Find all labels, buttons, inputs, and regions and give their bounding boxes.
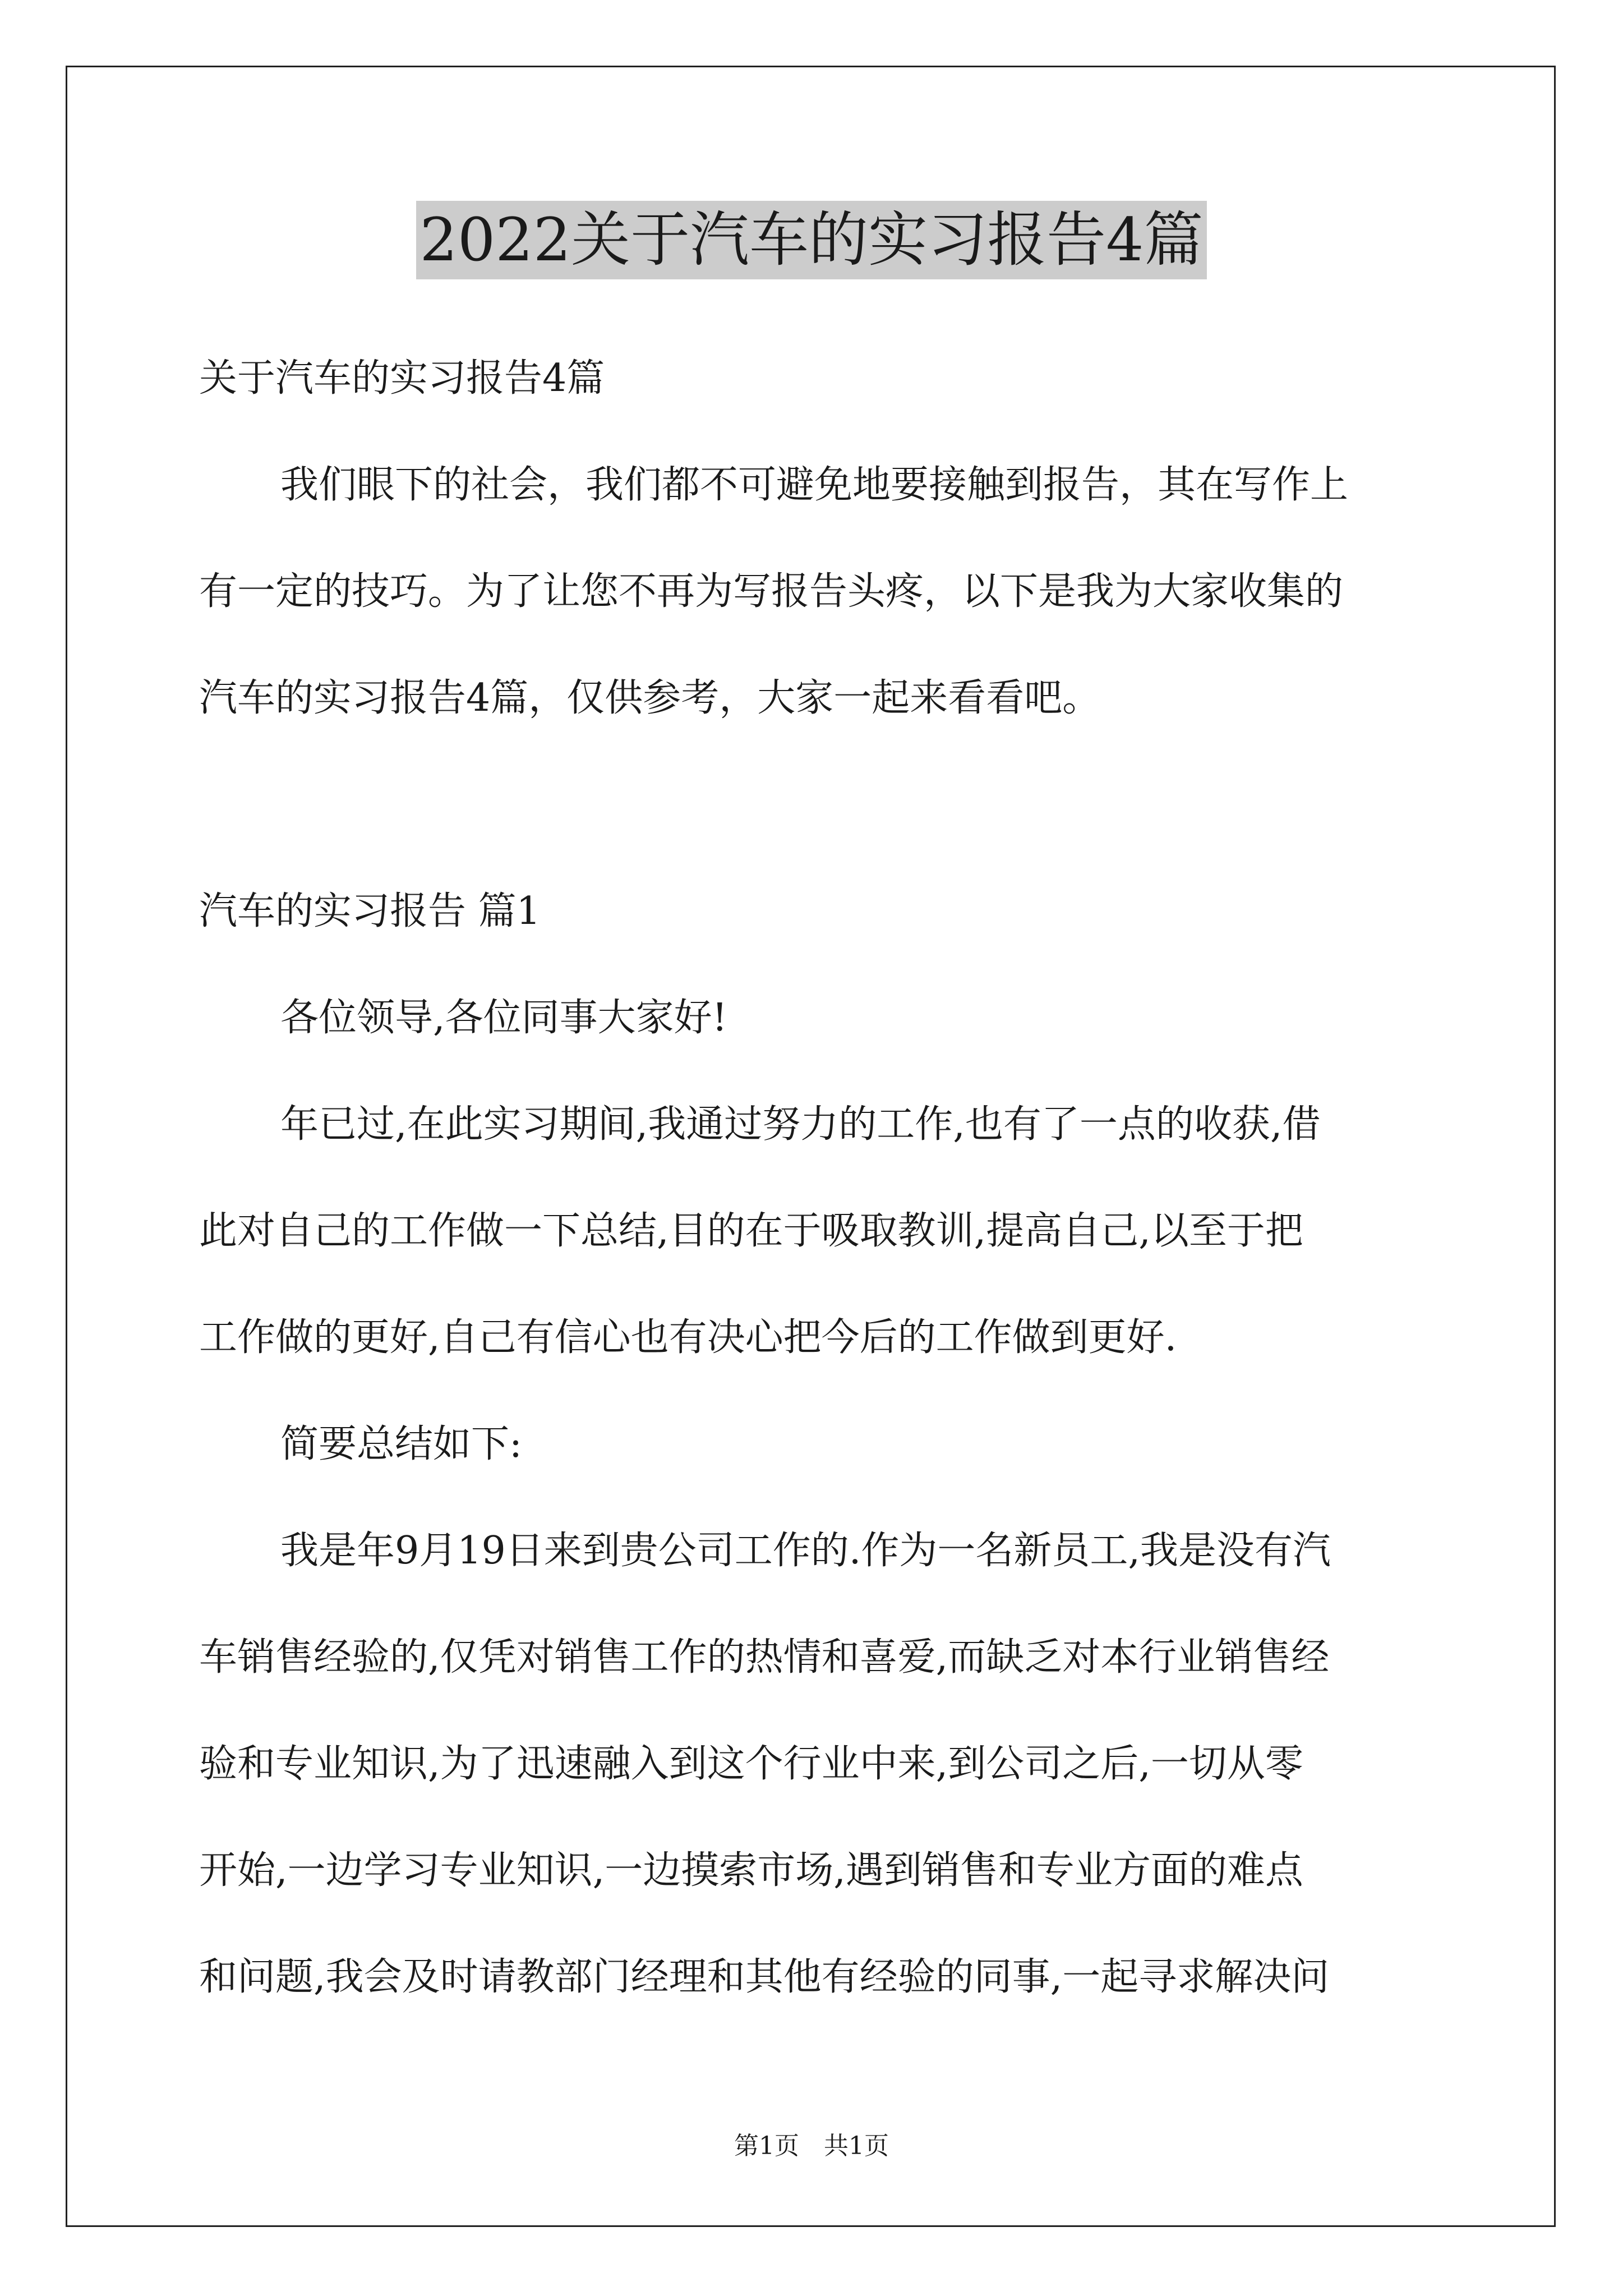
- document-title: 2022关于汽车的实习报告4篇: [416, 201, 1206, 279]
- body-line: 工作做的更好,自己有信心也有决心把今后的工作做到更好.: [199, 1315, 1177, 1360]
- body-line: 简要总结如下:: [280, 1422, 522, 1466]
- intro-line: 我们眼下的社会，我们都不可避免地要接触到报告，其在写作上: [280, 463, 1349, 507]
- body-line: 车销售经验的,仅凭对销售工作的热情和喜爱,而缺乏对本行业销售经: [199, 1635, 1330, 1680]
- body-line: 验和专业知识,为了迅速融入到这个行业中来,到公司之后,一切从零: [199, 1742, 1303, 1786]
- intro-line: 汽车的实习报告4篇，仅供参考，大家一起来看看吧。: [199, 676, 1101, 720]
- title-container: [0, 201, 1623, 279]
- intro-line: 有一定的技巧。为了让您不再为写报告头疼，以下是我为大家收集的: [199, 569, 1344, 614]
- section-heading: 汽车的实习报告 篇1: [199, 889, 541, 933]
- document-subtitle: 关于汽车的实习报告4篇: [199, 356, 605, 401]
- body-line: 和问题,我会及时请教部门经理和其他有经验的同事,一起寻求解决问: [199, 1955, 1330, 1999]
- body-line: 我是年9月19日来到贵公司工作的.作为一名新员工,我是没有汽: [280, 1529, 1331, 1573]
- body-line: 年已过,在此实习期间,我通过努力的工作,也有了一点的收获,借: [280, 1102, 1321, 1147]
- body-line: 开始,一边学习专业知识,一边摸索市场,遇到销售和专业方面的难点: [199, 1848, 1303, 1893]
- page-footer: 第1页 共1页: [734, 2132, 889, 2160]
- body-line: 此对自己的工作做一下总结,目的在于吸取教训,提高自己,以至于把: [199, 1209, 1303, 1253]
- body-line: 各位领导,各位同事大家好!: [280, 996, 727, 1040]
